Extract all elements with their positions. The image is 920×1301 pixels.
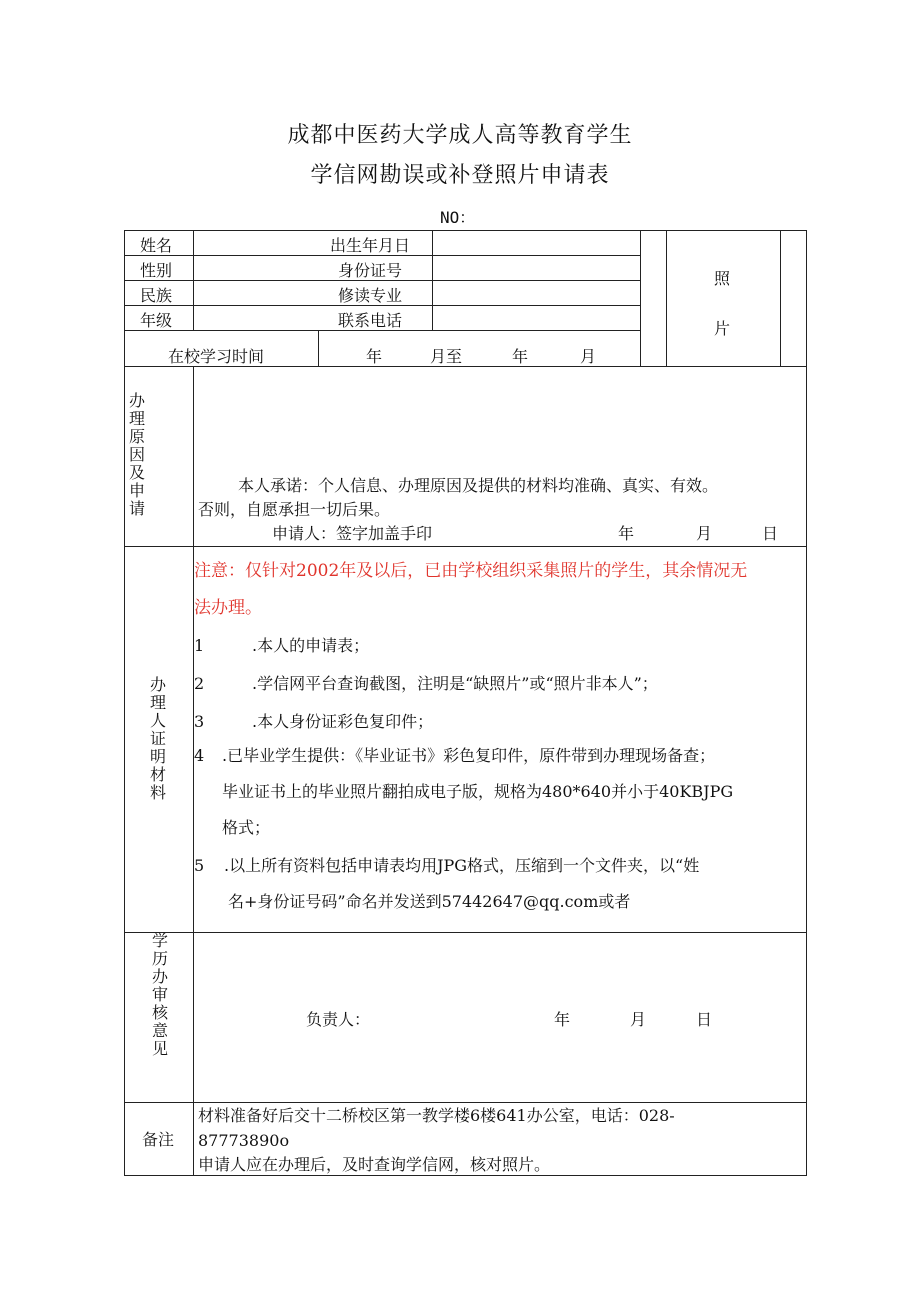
item1-number: 1 [194,636,205,655]
grade-label: 年级 [140,311,173,330]
applicant-signature-label: 申请人：签字加盖手印 [272,524,433,543]
form-title-line1: 成都中医药大学成人高等教育学生 [287,123,633,148]
item2-text: .学信网平台查询截图，注明是“缺照片”或“照片非本人”； [252,674,658,693]
item2-number: 2 [194,674,205,693]
item5-line1: .以上所有资料包括申请表均用JPG格式，压缩到一个文件夹，以“姓 [224,856,700,875]
remarks-line2: 87773890o [198,1131,290,1150]
reason-month: 月 [696,524,713,543]
item4-line2: 毕业证书上的毕业照片翻拍成电子版，规格为480*640并小于40KBJPG [222,782,734,801]
study-time-month-to: 月至 [430,347,463,366]
materials-section-label: 办理人证明材料 [149,675,166,802]
review-year: 年 [554,1010,571,1029]
item4-number: 4 [194,746,205,765]
study-time-year-end: 年 [512,347,529,366]
item1-text: .本人的申请表； [252,636,370,655]
phone-label: 联系电话 [338,311,403,330]
item5-line2: 名+身份证号码”命名并发送到57442647@qq.com或者 [228,892,631,911]
item5-number: 5 [194,856,205,875]
id-number-label: 身份证号 [338,261,403,280]
item4-line3: 格式； [222,818,271,837]
birth-date-label: 出生年月日 [330,236,411,255]
gender-label: 性别 [140,261,173,280]
study-time-month-end: 月 [580,347,597,366]
name-label: 姓名 [140,236,173,255]
major-label: 修读专业 [338,286,403,305]
promise-line1: 本人承诺：个人信息、办理原因及提供的材料均准确、真实、有效。 [238,476,719,495]
photo-label-2: 片 [714,319,731,338]
item3-text: .本人身份证彩色复印件； [252,712,434,731]
form-title-line2: 学信网勘误或补登照片申请表 [310,163,610,188]
reason-section-label: 办理原因及申请 [128,391,145,518]
remarks-line3: 申请人应在办理后，及时查询学信网，核对照片。 [198,1155,551,1174]
study-time-year-start: 年 [366,347,383,366]
form-number-label: NO： [440,208,476,227]
responsible-person-label: 负责人： [306,1010,371,1029]
remarks-line1: 材料准备好后交十二桥校区第一教学楼6楼641办公室，电话：028- [198,1106,675,1125]
item3-number: 3 [194,712,205,731]
ethnicity-label: 民族 [140,286,173,305]
review-day: 日 [696,1010,713,1029]
remarks-label: 备注 [142,1130,175,1149]
notice-line1: 注意：仅针对2002年及以后，已由学校组织采集照片的学生，其余情况无 [194,561,748,581]
review-month: 月 [630,1010,647,1029]
notice-line2: 法办理。 [194,598,262,618]
reason-day: 日 [762,524,779,543]
reason-year: 年 [618,524,635,543]
photo-label-1: 照 [714,269,731,288]
promise-line2: 否则，自愿承担一切后果。 [198,500,391,519]
review-section-label: 学历办审核意见 [151,931,168,1058]
item4-line1: .已毕业学生提供：《毕业证书》彩色复印件，原件带到办理现场备查； [222,746,716,765]
study-time-label: 在校学习时间 [168,347,265,366]
